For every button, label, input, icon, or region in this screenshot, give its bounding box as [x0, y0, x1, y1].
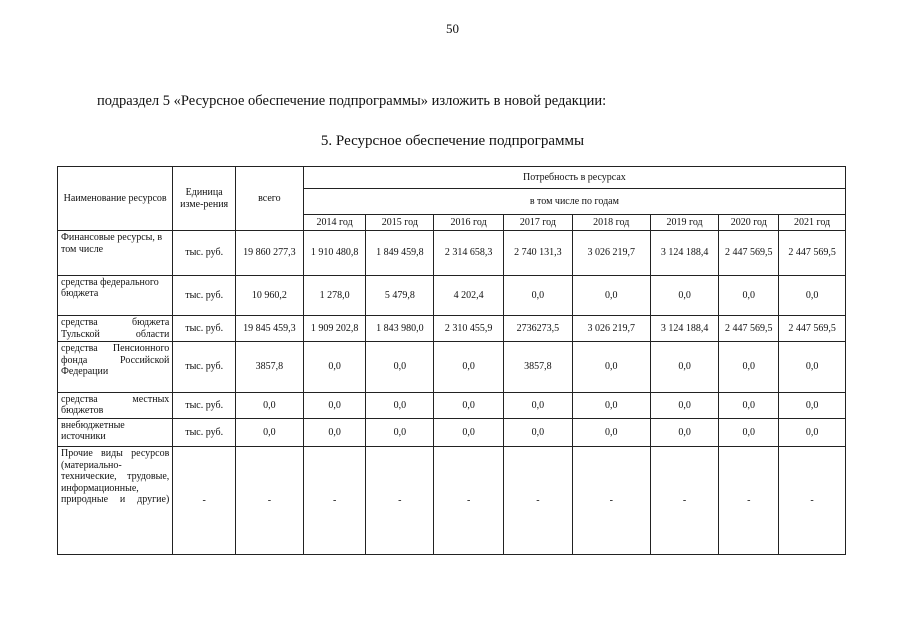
row-value: 0,0 [719, 342, 779, 392]
header-name: Наименование ресурсов [58, 167, 173, 231]
row-value: 0,0 [779, 418, 846, 446]
row-name: средства бюджета Тульской области [58, 316, 173, 342]
header-year: 2020 год [719, 215, 779, 231]
row-value: 0,0 [303, 392, 366, 418]
row-value: 2 447 569,5 [719, 231, 779, 275]
row-value: 2 314 658,3 [434, 231, 504, 275]
table-row [58, 418, 846, 446]
row-unit: тыс. руб. [173, 418, 236, 446]
row-value: 5 479,8 [366, 275, 434, 315]
row-value: - [779, 447, 846, 555]
row-value: 2736273,5 [504, 316, 573, 342]
row-value: - [719, 447, 779, 555]
header-by-years: в том числе по годам [303, 189, 845, 215]
row-value: 0,0 [434, 342, 504, 392]
row-unit: - [173, 447, 236, 555]
section-heading: 5. Ресурсное обеспечение подпрограммы [320, 133, 585, 149]
row-unit: тыс. руб. [173, 342, 236, 392]
row-unit: тыс. руб. [173, 231, 236, 275]
row-unit: тыс. руб. [173, 392, 236, 418]
header-need: Потребность в ресурсах [303, 167, 845, 189]
row-value: 1 278,0 [303, 275, 366, 315]
row-value: 3 026 219,7 [572, 231, 650, 275]
row-name: Прочие виды ресурсов (материально-технические, трудовые, информационные, природные и другие) [58, 447, 173, 555]
row-total: 10 960,2 [236, 275, 304, 315]
row-value: 0,0 [366, 392, 434, 418]
header-total: всего [236, 167, 304, 231]
row-value: 0,0 [650, 342, 719, 392]
header-year: 2018 год [572, 215, 650, 231]
row-name: средства местных бюджетов [58, 392, 173, 418]
row-value: 4 202,4 [434, 275, 504, 315]
row-value: 2 310 455,9 [434, 316, 504, 342]
header-year: 2021 год [779, 215, 846, 231]
table-row [58, 231, 846, 275]
row-value: 2 447 569,5 [779, 231, 846, 275]
row-value: 0,0 [434, 418, 504, 446]
row-value: 0,0 [650, 275, 719, 315]
page-number: 50 [446, 21, 459, 36]
row-value: 0,0 [650, 392, 719, 418]
row-value: - [572, 447, 650, 555]
header-unit: Единица изме-рения [173, 167, 236, 231]
row-name: Финансовые ресурсы, в том числе [58, 231, 173, 275]
row-total: 0,0 [236, 418, 304, 446]
row-value: - [650, 447, 719, 555]
header-year: 2017 год [504, 215, 573, 231]
row-value: 1 849 459,8 [366, 231, 434, 275]
row-value: - [504, 447, 573, 555]
row-value: 2 447 569,5 [779, 316, 846, 342]
row-name: средства Пенсионного фонда Российской Федерации [58, 342, 173, 392]
table-row [58, 275, 846, 315]
row-value: - [434, 447, 504, 555]
row-total: 0,0 [236, 392, 304, 418]
row-value: 0,0 [504, 392, 573, 418]
row-value: 0,0 [366, 342, 434, 392]
row-value: 2 740 131,3 [504, 231, 573, 275]
row-value: 3857,8 [504, 342, 573, 392]
row-value: 0,0 [779, 275, 846, 315]
table-row [58, 342, 846, 392]
header-year: 2019 год [650, 215, 719, 231]
row-value: 3 026 219,7 [572, 316, 650, 342]
table-row [58, 392, 846, 418]
row-value: 0,0 [719, 392, 779, 418]
row-value: 0,0 [719, 275, 779, 315]
row-value: 3 124 188,4 [650, 231, 719, 275]
row-value: 0,0 [504, 418, 573, 446]
row-value: 1 843 980,0 [366, 316, 434, 342]
table-row [58, 447, 846, 555]
row-value: 2 447 569,5 [719, 316, 779, 342]
row-value: 0,0 [366, 418, 434, 446]
header-year: 2016 год [434, 215, 504, 231]
row-unit: тыс. руб. [173, 316, 236, 342]
row-value: 1 910 480,8 [303, 231, 366, 275]
row-name: внебюджетные источники [58, 418, 173, 446]
row-value: 0,0 [779, 392, 846, 418]
row-value: 3 124 188,4 [650, 316, 719, 342]
header-year: 2015 год [366, 215, 434, 231]
row-name: средства федерального бюджета [58, 275, 173, 315]
row-value: 0,0 [504, 275, 573, 315]
row-value: 0,0 [572, 392, 650, 418]
row-value: - [366, 447, 434, 555]
resources-table [57, 166, 846, 555]
row-total: 3857,8 [236, 342, 304, 392]
row-value: 0,0 [719, 418, 779, 446]
row-total: 19 845 459,3 [236, 316, 304, 342]
row-value: 0,0 [572, 418, 650, 446]
row-value: 1 909 202,8 [303, 316, 366, 342]
row-total: - [236, 447, 304, 555]
row-unit: тыс. руб. [173, 275, 236, 315]
row-value: 0,0 [434, 392, 504, 418]
row-value: 0,0 [572, 342, 650, 392]
row-value: 0,0 [650, 418, 719, 446]
intro-text: подраздел 5 «Ресурсное обеспечение подпрограммы» изложить в новой редакции: [97, 93, 607, 109]
header-year: 2014 год [303, 215, 366, 231]
row-value: 0,0 [303, 342, 366, 392]
row-value: 0,0 [303, 418, 366, 446]
row-value: 0,0 [779, 342, 846, 392]
table-row [58, 316, 846, 342]
row-value: 0,0 [572, 275, 650, 315]
row-value: - [303, 447, 366, 555]
row-total: 19 860 277,3 [236, 231, 304, 275]
